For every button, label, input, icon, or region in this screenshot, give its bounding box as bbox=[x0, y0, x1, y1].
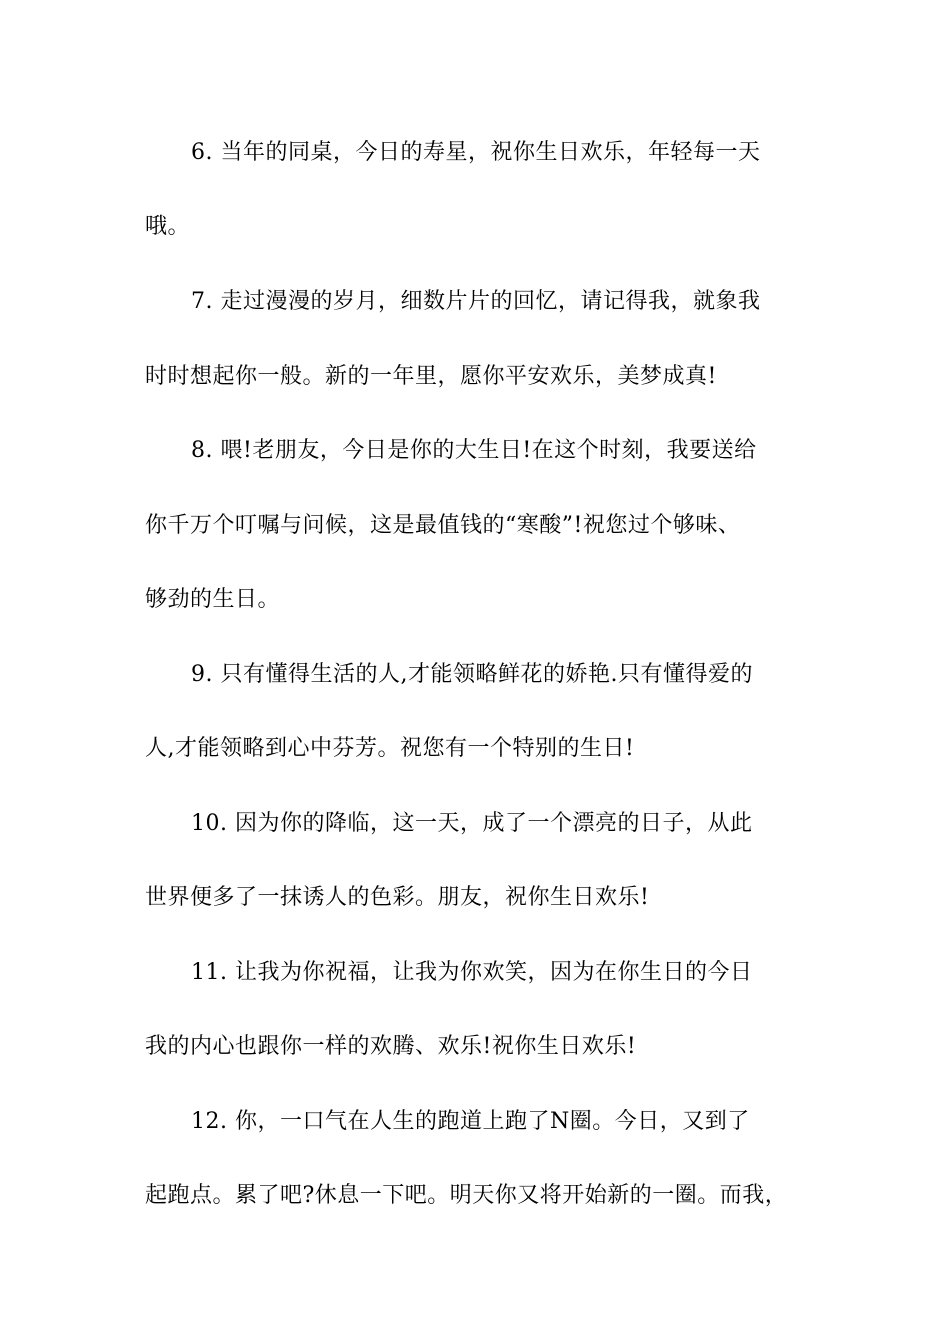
paragraph-6-line-1: 6. 当年的同桌，今日的寿星，祝你生日欢乐，年轻每一天 bbox=[191, 140, 761, 165]
paragraph-11-line-1: 11. 让我为你祝福，让我为你欢笑，因为在你生日的今日 bbox=[191, 960, 753, 985]
paragraph-12-line-1: 12. 你，一口气在人生的跑道上跑了N圈。今日，又到了 bbox=[191, 1109, 750, 1134]
paragraph-8-line-3: 够劲的生日。 bbox=[145, 587, 281, 612]
paragraph-10-line-2: 世界便多了一抹诱人的色彩。朋友，祝你生日欢乐! bbox=[145, 885, 650, 910]
paragraph-9-line-2: 人,才能领略到心中芬芳。祝您有一个特别的生日! bbox=[145, 736, 635, 761]
paragraph-7-line-1: 7. 走过漫漫的岁月，细数片片的回忆，请记得我，就象我 bbox=[191, 289, 761, 314]
paragraph-12-line-2: 起跑点。累了吧?休息一下吧。明天你又将开始新的一圈。而我， bbox=[145, 1183, 788, 1208]
paragraph-10-line-1: 10. 因为你的降临，这一天，成了一个漂亮的日子，从此 bbox=[191, 811, 753, 836]
paragraph-6-line-2: 哦。 bbox=[145, 214, 191, 239]
paragraph-7-line-2: 时时想起你一般。新的一年里，愿你平安欢乐，美梦成真! bbox=[145, 364, 717, 389]
paragraph-8-line-1: 8. 喂!老朋友，今日是你的大生日!在这个时刻，我要送给 bbox=[191, 438, 757, 463]
paragraph-9-line-1: 9. 只有懂得生活的人,才能领略鲜花的娇艳.只有懂得爱的 bbox=[191, 662, 753, 687]
paragraph-8-line-2: 你千万个叮嘱与问候，这是最值钱的“寒酸”!祝您过个够味、 bbox=[145, 513, 741, 538]
paragraph-11-line-2: 我的内心也跟你一样的欢腾、欢乐!祝你生日欢乐! bbox=[145, 1034, 637, 1059]
